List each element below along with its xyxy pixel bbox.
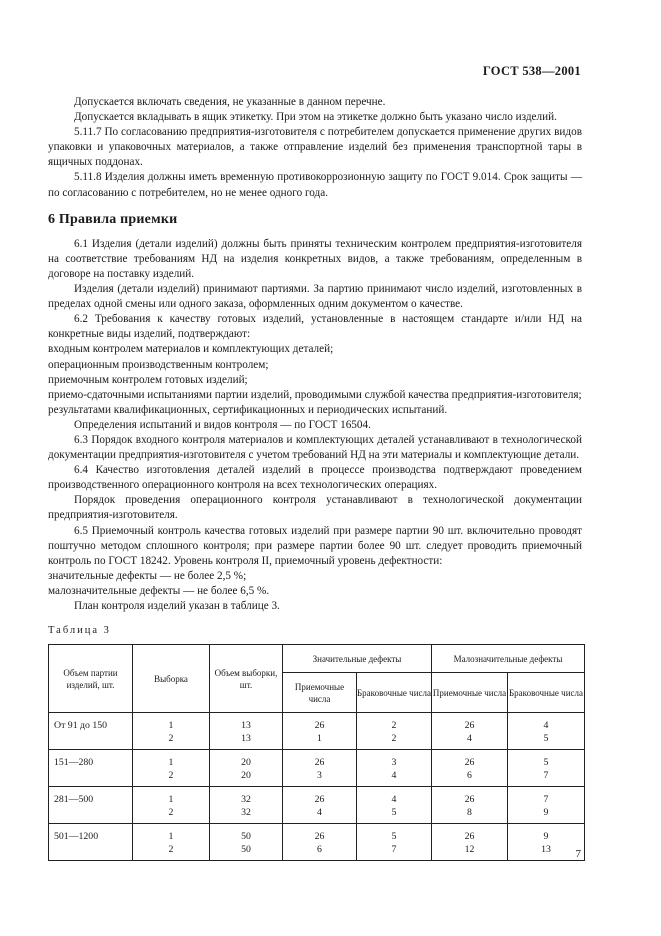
minor-accept-cell: 26 6 (432, 750, 508, 787)
table-row (49, 787, 585, 824)
sample-cell: 1 2 (133, 787, 210, 824)
document-header: ГОСТ 538—2001 (482, 64, 581, 78)
sample-size-cell: 32 32 (210, 787, 283, 824)
significant-accept-cell: 26 4 (283, 787, 357, 824)
paragraph: 6.2 Требования к качеству готовых изделий, установленные в настоящем стандарте и/или НД на конкретные виды изделий, подтверждают: (48, 313, 582, 341)
list-item: приемо-сдаточными испытаниями партии изделий, проводимыми службой качества предприятия-изготовителя; (48, 388, 582, 401)
header-reject-significant: Браковочные числа (357, 673, 432, 713)
paragraph: 6.1 Изделия (детали изделий) должны быть приняты техническим контролем предприятия-изготовителя на соответствие требованиям НД на изделия конкретных видов, а также требованиям, определенным в договоре на поставку изделий. (48, 237, 582, 280)
minor-reject-cell: 7 9 (508, 787, 585, 824)
paragraph: 5.11.8 Изделия должны иметь временную противокоррозионную защиту по ГОСТ 9.014. Срок защиты — по согласованию с потребителем, но не менее одного года. (48, 171, 582, 199)
list-item: приемочным контролем готовых изделий; (48, 373, 248, 386)
paragraph: План контроля изделий указан в таблице 3. (74, 600, 280, 612)
minor-accept-cell: 26 12 (432, 824, 508, 861)
paragraph: Допускается включать сведения, не указанные в данном перечне. (74, 96, 386, 108)
lot-range-cell: От 91 до 150 (49, 713, 133, 750)
section-title: 6 Правила приемки (48, 211, 178, 227)
paragraph: Определения испытаний и видов контроля — по ГОСТ 16504. (74, 418, 371, 431)
table-row (49, 750, 585, 787)
table-label: Таблица 3 (48, 625, 111, 636)
header-sample-size: Объем выборки, шт. (210, 645, 283, 713)
sample-size-cell: 50 50 (210, 824, 283, 861)
minor-reject-cell: 4 5 (508, 713, 585, 750)
significant-reject-cell: 3 4 (357, 750, 432, 787)
sample-cell: 1 2 (133, 824, 210, 861)
sample-cell: 1 2 (133, 713, 210, 750)
minor-accept-cell: 26 4 (432, 713, 508, 750)
lot-range-cell: 281—500 (49, 787, 133, 824)
control-plan-table (48, 644, 585, 861)
minor-accept-cell: 26 8 (432, 787, 508, 824)
lot-range-cell: 151—280 (49, 750, 133, 787)
list-item: значительные дефекты — не более 2,5 %; (48, 569, 247, 582)
header-reject-minor: Браковочные числа (508, 673, 585, 713)
paragraph: 6.5 Приемочный контроль качества готовых изделий при размере партии 90 шт. включительно проводят поштучно методом сплошного контроля; при размере партии более 90 шт. следует проводить приемочный контроль по ГОСТ 18242. Уровень контроля II, приемочный уровень дефектности: (48, 524, 582, 567)
paragraph: Допускается вкладывать в ящик этикетку. При этом на этикетке должно быть указано число изделий. (74, 111, 557, 124)
minor-reject-cell: 9 13 (508, 824, 585, 861)
list-item: результатами квалификационных, сертификационных и периодических испытаний. (48, 403, 448, 416)
page-number: 7 (575, 848, 581, 860)
sample-size-cell: 13 13 (210, 713, 283, 750)
minor-reject-cell: 5 7 (508, 750, 585, 787)
paragraph: 6.4 Качество изготовления деталей изделий в процессе производства подтверждают проведением производственного операционного контроля на всех технологических операциях. (48, 464, 582, 492)
body-text (48, 95, 582, 614)
paragraph: Изделия (детали изделий) принимают партиями. За партию принимают число изделий, изготовленных в пределах одной смены или одного заказа, оформленных одним документом о качестве. (48, 283, 582, 311)
header-accept-significant: Приемочные числа (283, 673, 357, 713)
sample-cell: 1 2 (133, 750, 210, 787)
list-item: операционным производственным контролем; (48, 358, 269, 371)
significant-reject-cell: 4 5 (357, 787, 432, 824)
paragraph: 5.11.7 По согласованию предприятия-изготовителя с потребителем допускается применение других видов упаковки и упаковочных материалов, а также отправление изделий без применения транспортной тары в ящичных поддонах. (48, 126, 582, 169)
paragraph: 6.3 Порядок входного контроля материалов и комплектующих деталей устанавливают в технологической документации предприятия-изготовителя с учетом требований НД на эти материалы и комплектующие детали. (48, 433, 582, 462)
significant-accept-cell: 26 6 (283, 824, 357, 861)
header-minor-defects: Малозначительные дефекты (432, 645, 585, 673)
list-item: входным контролем материалов и комплектующих деталей; (48, 343, 334, 356)
table-row (49, 824, 585, 861)
sample-size-cell: 20 20 (210, 750, 283, 787)
list-item: малозначительные дефекты — не более 6,5 %. (48, 584, 270, 597)
significant-reject-cell: 2 2 (357, 713, 432, 750)
lot-range-cell: 501—1200 (49, 824, 133, 861)
significant-accept-cell: 26 1 (283, 713, 357, 750)
significant-reject-cell: 5 7 (357, 824, 432, 861)
header-accept-minor: Приемочные числа (432, 673, 508, 713)
paragraph: Порядок проведения операционного контроля устанавливают в технологической документации предприятия-изготовителя. (48, 494, 582, 522)
significant-accept-cell: 26 3 (283, 750, 357, 787)
header-sample: Выборка (133, 645, 210, 713)
header-lot-size: Объем партии изделий, шт. (49, 645, 133, 713)
table-row (49, 713, 585, 750)
header-significant-defects: Значительные дефекты (283, 645, 432, 673)
